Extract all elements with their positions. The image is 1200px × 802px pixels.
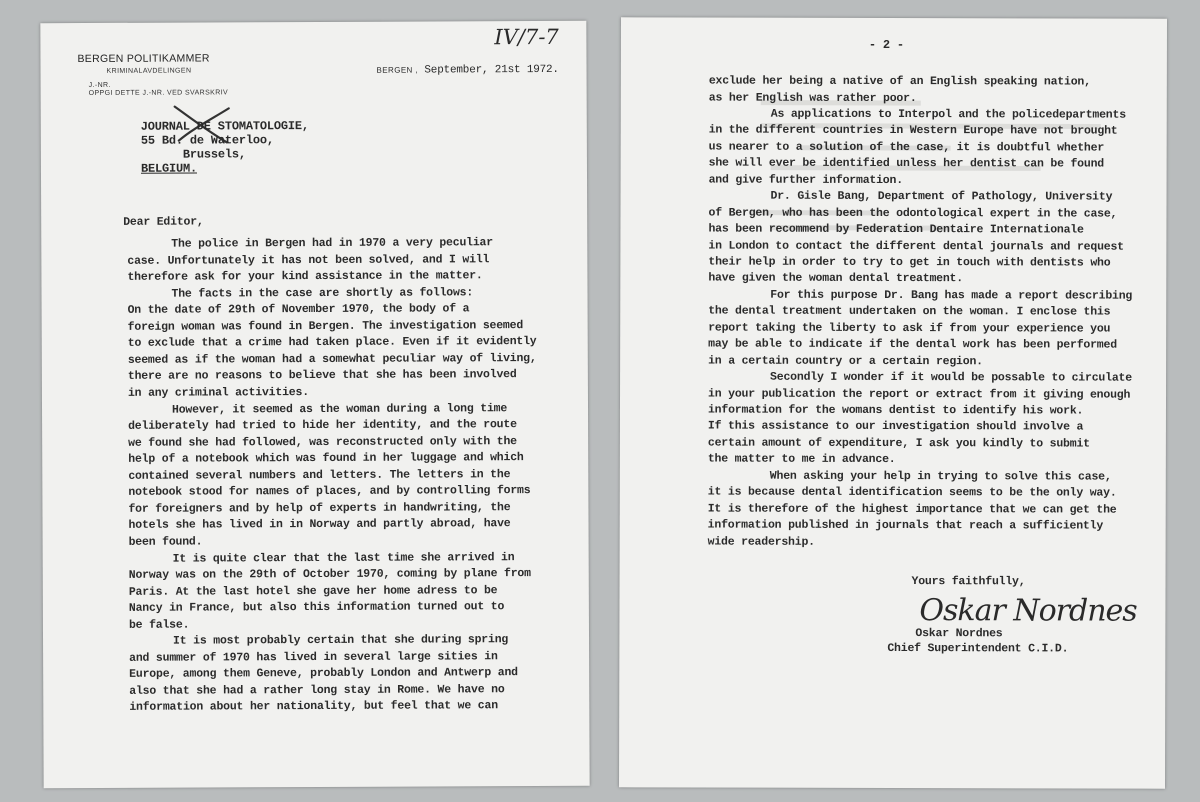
text-line: foreign woman was found in Bergen. The investigation seemed (127, 318, 524, 334)
text-line: hotels she has lived in in Norway and partly abroad, have (128, 517, 511, 533)
text-line: in London to contact the different dental journals and request (708, 239, 1124, 254)
page-number: - 2 - (868, 37, 904, 53)
text-line: and summer of 1970 has lived in several large sities in (129, 650, 498, 665)
text-line: notebook stood for names of places, and by controlling forms (128, 484, 531, 500)
text-line: therefore ask for your kind assistance in the matter. (127, 269, 483, 284)
text-line: information about her nationality, but feel that we can (129, 699, 498, 715)
text-line: seemed as if the woman had a somewhat peculiar way of living, (127, 351, 537, 367)
text-line: Secondly I wonder if it would be possable to circulate (770, 370, 1132, 385)
text-line: the dental treatment undertaken on the woman. I enclose this (708, 304, 1111, 319)
text-line: information for the womans dentist to identify his work. (707, 403, 1084, 418)
text-line: It is quite clear that the last time she arrived in (172, 550, 515, 566)
text-line: exclude her being a native of an English speaking nation, (708, 74, 1091, 89)
text-line: we found she had followed, was reconstructed only with the (128, 434, 517, 450)
text-line: The police in Bergen had in 1970 a very peculiar (171, 236, 493, 251)
text-line: certain amount of expenditure, I ask you kindly to submit (707, 436, 1090, 451)
address-line: JOURNAL DE STOMATOLOGIE, (140, 119, 309, 134)
letterhead-ref: J.-NR. (88, 81, 111, 89)
text-line: there are no reasons to believe that she has been involved (127, 368, 517, 384)
letterhead-org: BERGEN POLITIKAMMER (77, 52, 210, 66)
letterhead-dept: KRIMINALAVDELINGEN (106, 67, 192, 75)
text-line: in the different countries in Western Europe have not brought (708, 123, 1118, 138)
text-line: contained several numbers and letters. The letters in the (128, 467, 511, 483)
date-city: BERGEN , (376, 65, 418, 75)
text-line: it is because dental identification seems to be the only way. (707, 485, 1117, 500)
text-line: have given the woman dental treatment. (708, 271, 963, 286)
text-line: of Bergen, who has been the odontological expert in the case, (708, 206, 1118, 221)
letter-page-2 (619, 17, 1167, 788)
text-line: in any criminal activities. (127, 386, 309, 400)
text-line: On the date of 29th of November 1970, the body of a (127, 302, 470, 318)
text-line: case. Unfortunately it has not been solved, and I will (127, 252, 490, 268)
text-line: for foreigners and by help of experts in handwriting, the (128, 500, 511, 516)
signer-name: Oskar Nordnes (915, 627, 1003, 641)
text-line: help of a notebook which was found in her luggage and which (128, 451, 524, 466)
text-line: as her English was rather poor. (708, 91, 917, 105)
date-text: September, 21st 1972. (424, 63, 559, 77)
text-line: the matter to me in advance. (707, 452, 896, 467)
letterhead-ref-note: OPPGI DETTE J.-NR. VED SVARSKRIV (88, 89, 229, 97)
text-line: It is most probably certain that she during spring (173, 633, 509, 648)
text-line: When asking your help in trying to solve this case, (769, 469, 1112, 484)
text-line: Paris. At the last hotel she gave her home adress to be (128, 583, 498, 599)
handwritten-file-mark: IV/7-7 (494, 24, 559, 50)
text-line: has been recommend by Federation Dentaire Internationale (708, 222, 1084, 237)
text-line: However, it seemed as the woman during a long time (171, 401, 508, 417)
text-line: As applications to Interpol and the policedepartments (770, 107, 1126, 122)
text-line: If this assistance to our investigation should involve a (707, 419, 1084, 434)
text-line: also that she had a rather long stay in Rome. We have no (129, 683, 505, 698)
text-line: and give further information. (708, 173, 903, 187)
signer-title: Chief Superintendent C.I.D. (887, 641, 1069, 656)
text-line: The facts in the case are shortly as follows: (171, 285, 474, 301)
text-line: report taking the liberty to ask if from your experience you (708, 321, 1111, 336)
closing: Yours faithfully, (911, 575, 1026, 589)
letter-date (377, 63, 559, 78)
text-line: be false. (128, 618, 190, 632)
text-line: in a certain country or a certain region. (708, 354, 983, 368)
text-line: their help in order to try to get in touch with dentists who (708, 255, 1111, 270)
text-line: Europe, among them Geneve, probably London and Antwerp and (129, 666, 518, 682)
text-line: may be able to indicate if the dental work has been performed (708, 337, 1117, 352)
text-line: deliberately had tried to hide her identity, and the route (128, 418, 517, 433)
text-line: she will ever be identified unless her dentist can be found (708, 156, 1105, 171)
text-line: been found. (128, 535, 203, 549)
address-line: 55 Bd. de Waterloo, (140, 133, 274, 148)
text-line: For this purpose Dr. Bang has made a report describing (770, 288, 1133, 303)
salutation: Dear Editor, (123, 215, 204, 229)
text-line: in your publication the report or extract from it giving enough (708, 387, 1131, 402)
text-line: to exclude that a crime had taken place. Even if it evidently (127, 335, 537, 351)
text-line: us nearer to a solution of the case, it is doubtful whether (708, 140, 1105, 155)
text-line: Nancy in France, but also this information turned out to (128, 600, 505, 615)
text-line: Norway was on the 29th of October 1970, coming by plane from (128, 567, 531, 582)
text-line: wide readership. (707, 535, 815, 549)
address-line: BELGIUM. (140, 161, 198, 176)
text-line: Dr. Gisle Bang, Department of Pathology, University (770, 189, 1113, 204)
address-line: Brussels, (182, 147, 246, 162)
text-line: It is therefore of the highest importance that we can get the (707, 502, 1117, 517)
letter-page-1 (40, 21, 589, 788)
signature: Oskar Nordnes (919, 593, 1137, 629)
text-line: information published in journals that reach a sufficiently (707, 518, 1104, 533)
